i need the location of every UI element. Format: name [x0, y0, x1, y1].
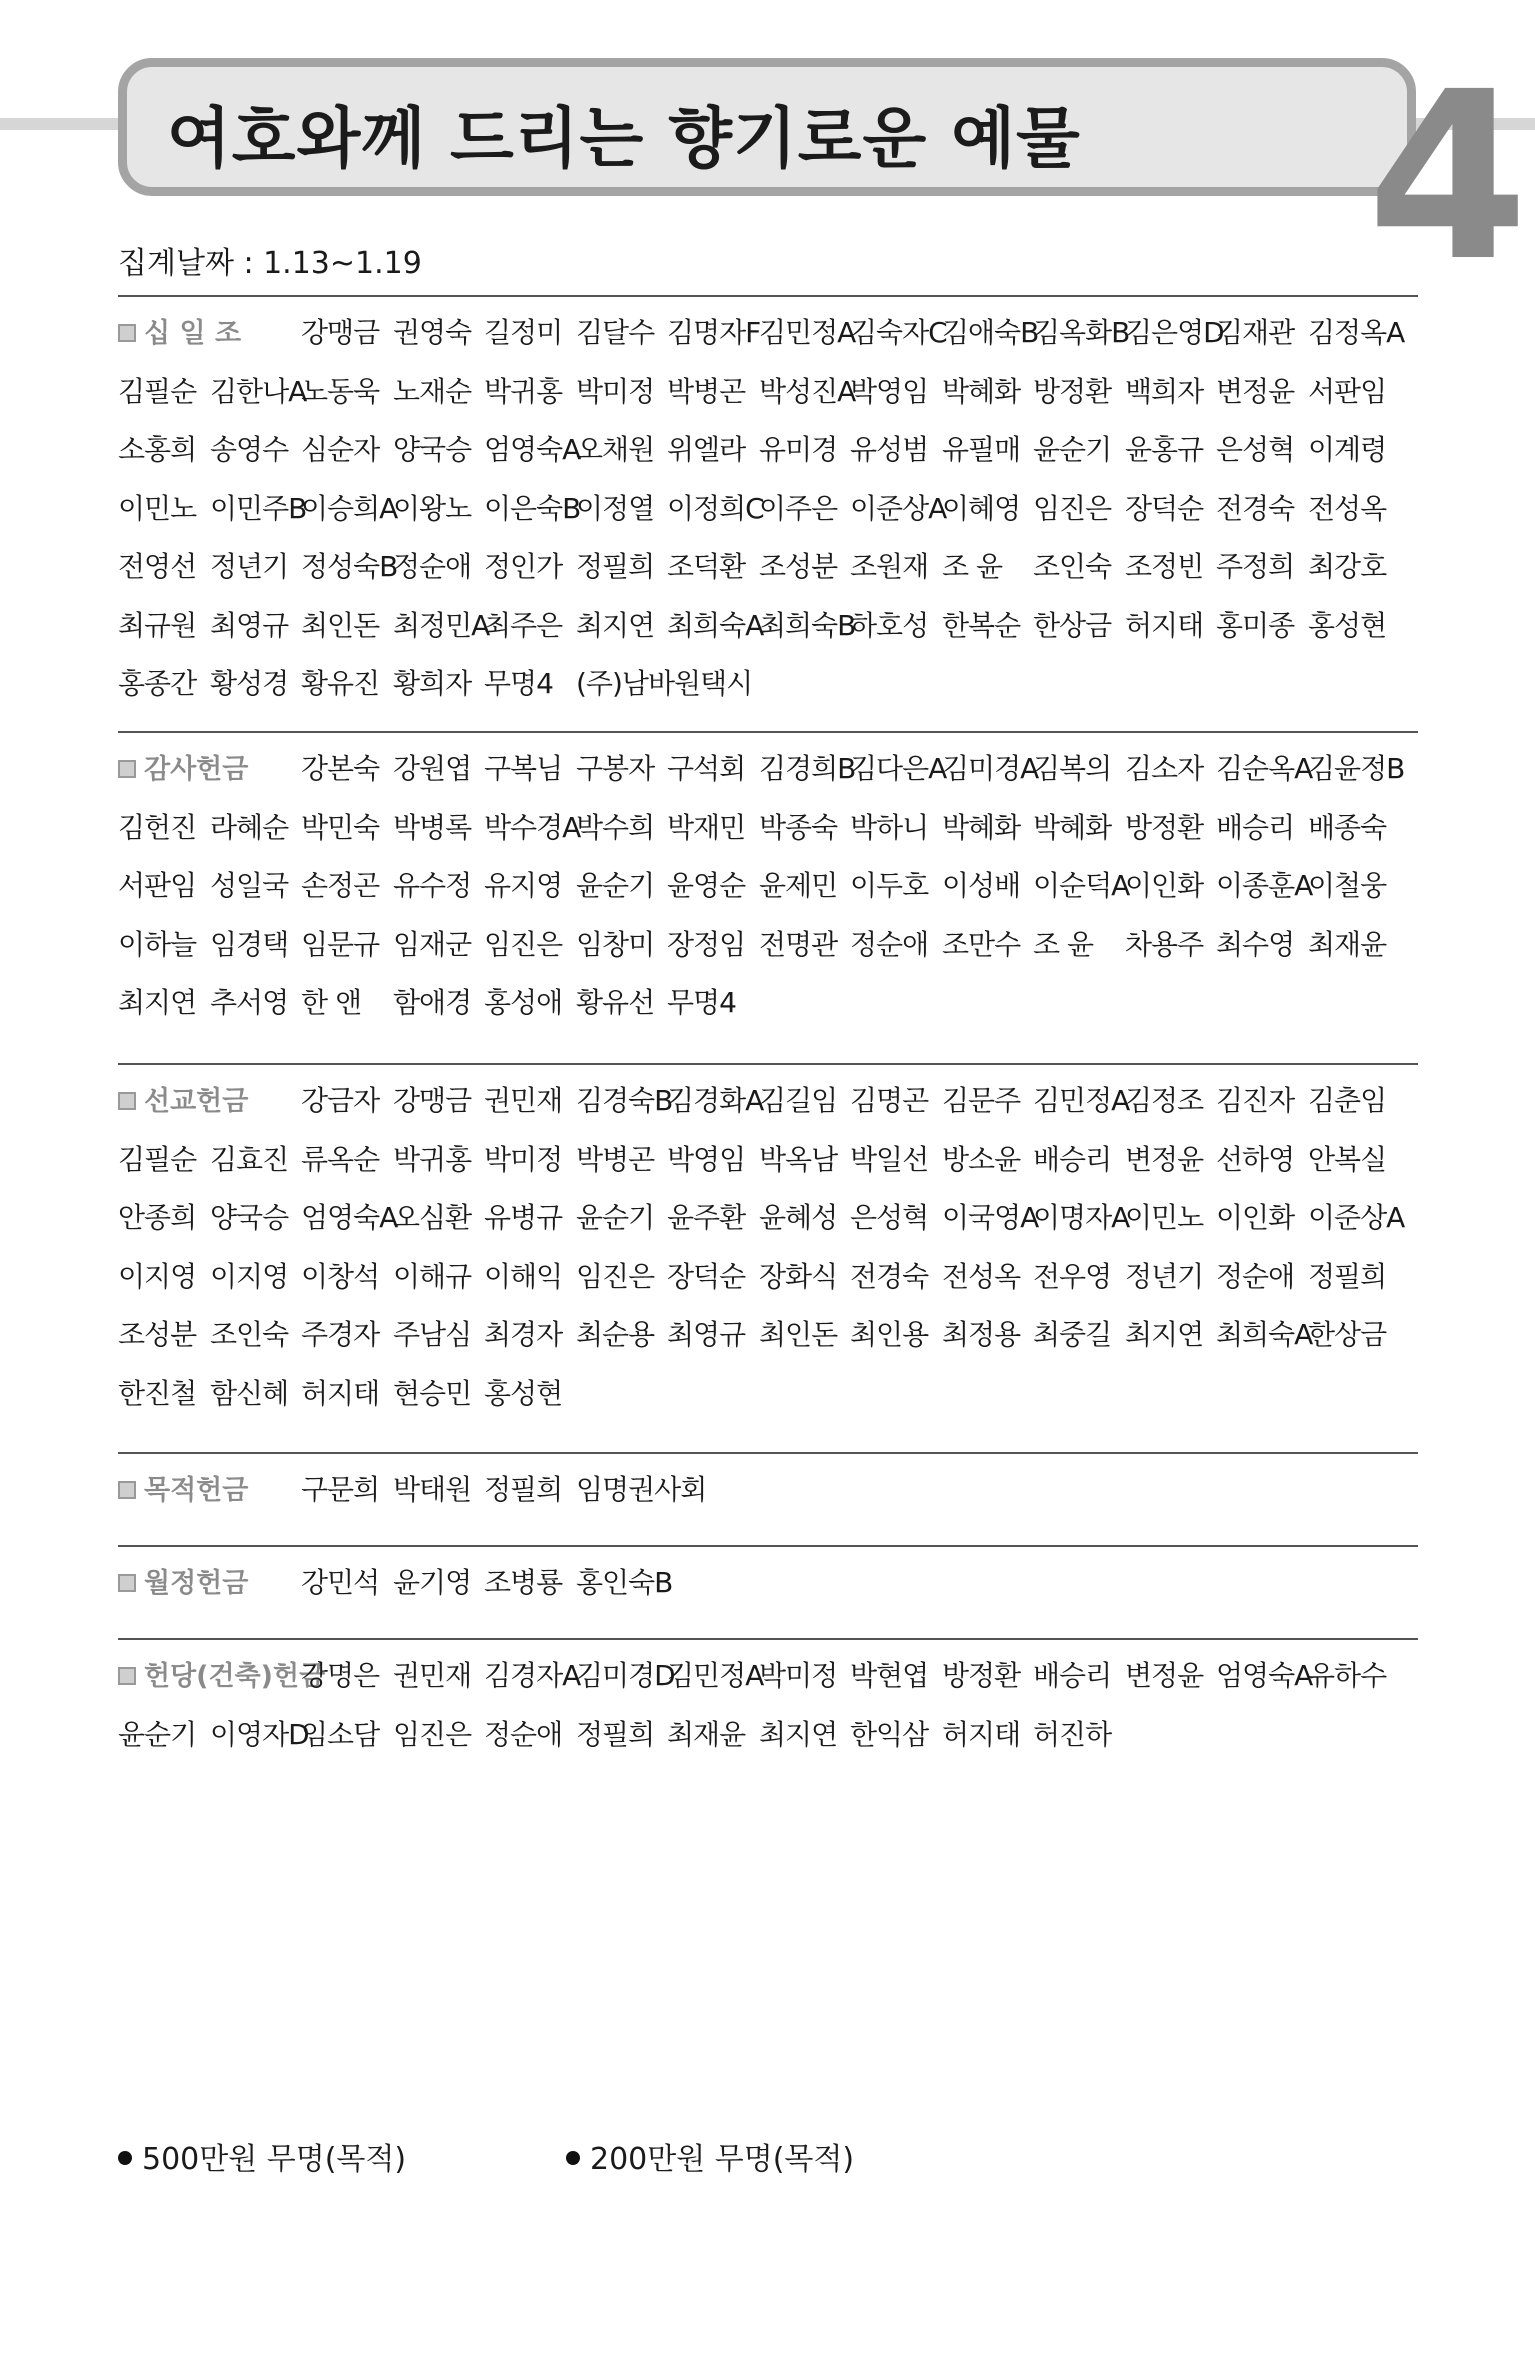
donor-name: 강원엽	[393, 752, 472, 785]
donor-name: 이민주B	[210, 491, 307, 525]
square-bullet-icon	[118, 760, 136, 778]
donor-name: 김애숙B	[942, 316, 1039, 349]
section	[118, 1638, 1418, 1751]
donor-name: 이해규	[393, 1259, 472, 1293]
donor-name: 이국영A	[942, 1201, 1039, 1234]
donor-name: 구석회	[667, 752, 746, 785]
donor-name: 허지태	[301, 1376, 380, 1410]
donor-name: 전경숙	[850, 1259, 929, 1293]
donor-name: 오채원	[576, 433, 655, 466]
donor-name: 이승희A	[301, 491, 398, 525]
donor-name: 무명4	[667, 986, 736, 1019]
donor-name: 김정옥A	[1308, 316, 1405, 349]
donor-name: 최경자	[484, 1318, 563, 1351]
donor-name: 정순애	[1216, 1259, 1295, 1293]
donor-name: 전영선	[118, 550, 197, 583]
donor-name: 윤기영	[393, 1566, 472, 1599]
donor-name: 허지태	[1125, 608, 1204, 642]
section-label: 십 일 조	[118, 311, 241, 350]
donor-name: 주남심	[393, 1318, 472, 1351]
donor-name: 이준상A	[850, 491, 947, 525]
donor-name: 이준상A	[1308, 1201, 1405, 1234]
donor-name: 라혜순	[210, 810, 289, 844]
donor-name: 최희숙A	[1216, 1318, 1313, 1351]
donor-name: 송영수	[210, 433, 289, 466]
donor-name: 박혜화	[942, 810, 1021, 844]
square-bullet-icon	[118, 324, 136, 342]
donor-name: 서판임	[1308, 374, 1387, 408]
section	[118, 295, 1418, 700]
donor-name: 이성배	[942, 869, 1021, 902]
donor-name: 조만수	[942, 927, 1021, 961]
donor-name: 이지영	[118, 1259, 197, 1293]
donor-name: 현승민	[393, 1376, 472, 1410]
donor-name: 하호성	[850, 608, 929, 642]
page-number: 4	[1367, 42, 1529, 312]
donor-name: 유수정	[393, 869, 472, 902]
donor-name: 박수희	[576, 810, 655, 844]
donor-name: 조 윤	[1033, 927, 1093, 961]
donor-name: 윤순기	[576, 869, 655, 902]
donor-name: 한익삼	[850, 1717, 929, 1751]
donor-name: 손정곤	[301, 869, 380, 902]
donor-name: 함신혜	[210, 1376, 289, 1410]
donor-name: 박현엽	[850, 1659, 929, 1692]
donor-name: 전경숙	[1216, 491, 1295, 525]
donor-name: 홍미종	[1216, 608, 1295, 642]
section	[118, 1545, 1418, 1599]
square-bullet-icon	[118, 1092, 136, 1110]
donor-name: 윤순기	[576, 1201, 655, 1234]
donor-name: 김문주	[942, 1084, 1021, 1117]
donor-name: 최지연	[759, 1717, 838, 1751]
donor-name: 이민노	[1125, 1201, 1204, 1234]
donor-name: 임진은	[576, 1259, 655, 1293]
donor-name: 양국승	[393, 433, 472, 466]
donor-name: 유지영	[484, 869, 563, 902]
donor-name: 황성경	[210, 667, 289, 700]
section-label: 선교헌금	[118, 1079, 248, 1118]
section	[118, 1452, 1418, 1506]
donor-name: 박수경A	[484, 810, 581, 844]
date-range: 집계날짜 : 1.13~1.19	[118, 246, 422, 281]
donor-name: 엄영숙A	[301, 1201, 398, 1234]
donor-name: 이영자D	[210, 1717, 309, 1751]
donor-name: 유미경	[759, 433, 838, 466]
donor-name: 임경택	[210, 927, 289, 961]
donor-name: 박하니	[850, 810, 929, 844]
donor-name: 이명자A	[1033, 1201, 1130, 1234]
donor-name: 조인숙	[210, 1318, 289, 1351]
bullet-note-2: 200만원 무명(목적)	[566, 2134, 854, 2178]
donor-name: 이주은	[759, 491, 838, 525]
donor-name: 최재윤	[1308, 927, 1387, 961]
donor-name: 전성옥	[1308, 491, 1387, 525]
donor-name: 이해익	[484, 1259, 563, 1293]
donor-name: 소홍희	[118, 433, 197, 466]
donor-name: 최주은	[484, 608, 563, 642]
donor-name: 김춘임	[1308, 1084, 1387, 1117]
donor-name: 위엘라	[667, 433, 746, 466]
donor-name: 최희숙A	[667, 608, 764, 642]
section-label: 월정헌금	[118, 1561, 248, 1600]
donor-name: 최순용	[576, 1318, 655, 1351]
donor-name: 강명은	[301, 1659, 380, 1692]
donor-name: 조병룡	[484, 1566, 563, 1599]
donor-name: 엄영숙A	[1216, 1659, 1313, 1692]
donor-name: 조성분	[759, 550, 838, 583]
donor-name: 방정환	[942, 1659, 1021, 1692]
donor-name: 김정조	[1125, 1084, 1204, 1117]
donor-name: 변정윤	[1125, 1142, 1204, 1176]
donor-name: 허진하	[1033, 1717, 1112, 1751]
donor-name: 은성혁	[1216, 433, 1295, 466]
donor-name: 노재순	[393, 374, 472, 408]
donor-name: 방소윤	[942, 1142, 1021, 1176]
donor-name: 한 앤	[301, 986, 361, 1019]
donor-name: 선하영	[1216, 1142, 1295, 1176]
donor-name: 정순애	[484, 1717, 563, 1751]
donor-name: 최인돈	[301, 608, 380, 642]
donor-name: 최영규	[667, 1318, 746, 1351]
donor-name: 황희자	[393, 667, 472, 700]
donor-name: 김헌진	[118, 810, 197, 844]
donor-name: 이정희C	[667, 491, 764, 525]
donor-name: 강금자	[301, 1084, 380, 1117]
donor-name: 최지연	[576, 608, 655, 642]
donor-name: 주경자	[301, 1318, 380, 1351]
donor-name: 이인화	[1125, 869, 1204, 902]
donor-name: 이종훈A	[1216, 869, 1313, 902]
donor-name: 정필희	[576, 550, 655, 583]
donor-name: 전명관	[759, 927, 838, 961]
bullet-note-1: 500만원 무명(목적)	[118, 2134, 406, 2178]
donor-name: 권민재	[484, 1084, 563, 1117]
donor-name: 김복의	[1033, 752, 1112, 785]
donor-name: 이창석	[301, 1259, 380, 1293]
donor-name: 주정희	[1216, 550, 1295, 583]
donor-name: 박종숙	[759, 810, 838, 844]
donor-name: 김미경D	[576, 1659, 675, 1692]
donor-name: 구복님	[484, 752, 563, 785]
donor-name: 김경화A	[667, 1084, 764, 1117]
donor-name: 최영규	[210, 608, 289, 642]
donor-name: 차용주	[1125, 927, 1204, 961]
donor-name: 임창미	[576, 927, 655, 961]
donor-name: 권민재	[393, 1659, 472, 1692]
donor-name: 박혜화	[942, 374, 1021, 408]
donor-name: 홍인숙B	[576, 1566, 673, 1599]
donor-name: 김효진	[210, 1142, 289, 1176]
donor-name: 김한나A	[210, 374, 307, 408]
donor-name: 박일선	[850, 1142, 929, 1176]
donor-name: 배승리	[1033, 1142, 1112, 1176]
donor-name: 무명4	[484, 667, 553, 700]
donor-name: 강본숙	[301, 752, 380, 785]
donor-name: 길정미	[484, 316, 563, 349]
donor-name: 박미정	[759, 1659, 838, 1692]
section	[118, 731, 1418, 1019]
donor-name: 배승리	[1216, 810, 1295, 844]
donor-name: 한진철	[118, 1376, 197, 1410]
donor-name: 박병곤	[667, 374, 746, 408]
donor-name: 강맹금	[393, 1084, 472, 1117]
donor-name: 최정용	[942, 1318, 1021, 1351]
donor-name: 황유선	[576, 986, 655, 1019]
donor-name: 홍성애	[484, 986, 563, 1019]
donor-name: 서판임	[118, 869, 197, 902]
section	[118, 1063, 1418, 1410]
donor-name: 엄영숙A	[484, 433, 581, 466]
donor-name: 김민정A	[1033, 1084, 1130, 1117]
donor-name: 정필희	[1308, 1259, 1387, 1293]
donor-name: 유성범	[850, 433, 929, 466]
donor-name: 홍종간	[118, 667, 197, 700]
donor-name: 전성옥	[942, 1259, 1021, 1293]
donor-name: 김은영D	[1125, 316, 1224, 349]
bullet-icon	[566, 2151, 580, 2165]
donor-name: 이정열	[576, 491, 655, 525]
square-bullet-icon	[118, 1667, 136, 1685]
donor-name: 이인화	[1216, 1201, 1295, 1234]
donor-name: 류옥순	[301, 1142, 380, 1176]
donor-name: 윤순기	[1033, 433, 1112, 466]
donor-name: 은성혁	[850, 1201, 929, 1234]
donor-name: 박옥남	[759, 1142, 838, 1176]
donor-name: 박태원	[393, 1473, 472, 1506]
donor-name: 조성분	[118, 1318, 197, 1351]
donor-name: 김명자F	[667, 316, 761, 349]
donor-name: 윤혜성	[759, 1201, 838, 1234]
donor-name: 박민숙	[301, 810, 380, 844]
donor-name: 박귀홍	[484, 374, 563, 408]
donor-name: 방정환	[1125, 810, 1204, 844]
donor-name: 조 윤	[942, 550, 1002, 583]
donor-name: 최인돈	[759, 1318, 838, 1351]
donor-name: 김순옥A	[1216, 752, 1313, 785]
donor-name: 김재관	[1216, 316, 1295, 349]
donor-name: 유필매	[942, 433, 1021, 466]
donor-name: 임소담	[301, 1717, 380, 1751]
donor-name: 정필희	[576, 1717, 655, 1751]
donor-name: 방정환	[1033, 374, 1112, 408]
section-label: 목적헌금	[118, 1468, 248, 1507]
donor-name: 안종희	[118, 1201, 197, 1234]
donor-name: 김윤정B	[1308, 752, 1405, 785]
donor-name: 홍성현	[1308, 608, 1387, 642]
donor-name: 최정민A	[393, 608, 490, 642]
donor-name: 구봉자	[576, 752, 655, 785]
donor-name: 추서영	[210, 986, 289, 1019]
donor-name: 박미정	[484, 1142, 563, 1176]
donor-name: 최지연	[118, 986, 197, 1019]
donor-name: 장화식	[759, 1259, 838, 1293]
donor-name: 성일국	[210, 869, 289, 902]
donor-name: 이왕노	[393, 491, 472, 525]
donor-name: 최중길	[1033, 1318, 1112, 1351]
donor-name: 박병록	[393, 810, 472, 844]
donor-name: 이두호	[850, 869, 929, 902]
donor-name: 김미경A	[942, 752, 1039, 785]
donor-name: 이계령	[1308, 433, 1387, 466]
donor-name: 정인가	[484, 550, 563, 583]
donor-name: 김다은A	[850, 752, 947, 785]
donor-name: 허지태	[942, 1717, 1021, 1751]
donor-name: 이지영	[210, 1259, 289, 1293]
donor-name: 함애경	[393, 986, 472, 1019]
donor-name: 김민정A	[759, 316, 856, 349]
square-bullet-icon	[118, 1481, 136, 1499]
donor-name: 황유진	[301, 667, 380, 700]
donor-name: 이은숙B	[484, 491, 581, 525]
donor-name: 이민노	[118, 491, 197, 525]
section-label: 헌당(건축)헌금	[118, 1654, 325, 1693]
donor-name: 김명곤	[850, 1084, 929, 1117]
donor-name: 장덕순	[1125, 491, 1204, 525]
donor-name: 조인숙	[1033, 550, 1112, 583]
donor-name: 정년기	[1125, 1259, 1204, 1293]
donor-name: 한상금	[1308, 1318, 1387, 1351]
donor-name: 정년기	[210, 550, 289, 583]
donor-name: 장정임	[667, 927, 746, 961]
donor-name: 변정윤	[1125, 1659, 1204, 1692]
section-label: 감사헌금	[118, 747, 248, 786]
donor-name: 유병규	[484, 1201, 563, 1234]
donor-name: 이철웅	[1308, 869, 1387, 902]
bullet-icon	[118, 2151, 132, 2165]
donor-name: 김숙자C	[850, 316, 947, 349]
donor-name: 최재윤	[667, 1717, 746, 1751]
donor-name: 정순애	[850, 927, 929, 961]
donor-name: 최수영	[1216, 927, 1295, 961]
donor-name: 윤영순	[667, 869, 746, 902]
donor-name: 정성숙B	[301, 550, 398, 583]
donor-name: 권영숙	[393, 316, 472, 349]
donor-name: 장덕순	[667, 1259, 746, 1293]
donor-name: 심순자	[301, 433, 380, 466]
donor-name: 윤제민	[759, 869, 838, 902]
donor-name: 임재군	[393, 927, 472, 961]
donor-name: 임명권사회	[576, 1473, 707, 1506]
donor-name: 김필순	[118, 374, 197, 408]
donor-name: 최강호	[1308, 550, 1387, 583]
donor-name: (주)남바원택시	[576, 667, 753, 700]
donor-name: 임진은	[393, 1717, 472, 1751]
donor-name: 이순덕A	[1033, 869, 1130, 902]
donor-name: 김옥화B	[1033, 316, 1130, 349]
donor-name: 전우영	[1033, 1259, 1112, 1293]
donor-name: 노동욱	[301, 374, 380, 408]
donor-name: 박혜화	[1033, 810, 1112, 844]
donor-name: 윤홍규	[1125, 433, 1204, 466]
donor-name: 박미정	[576, 374, 655, 408]
donor-name: 안복실	[1308, 1142, 1387, 1176]
donor-name: 양국승	[210, 1201, 289, 1234]
donor-name: 정순애	[393, 550, 472, 583]
donor-name: 한복순	[942, 608, 1021, 642]
donor-name: 김경숙B	[576, 1084, 673, 1117]
donor-name: 김달수	[576, 316, 655, 349]
donor-name: 김필순	[118, 1142, 197, 1176]
donor-name: 김소자	[1125, 752, 1204, 785]
donor-name: 이혜영	[942, 491, 1021, 525]
donor-name: 윤주환	[667, 1201, 746, 1234]
donor-name: 오심환	[393, 1201, 472, 1234]
donor-name: 유하수	[1308, 1659, 1387, 1692]
donor-name: 임진은	[484, 927, 563, 961]
donor-name: 김경희B	[759, 752, 856, 785]
donor-name: 조정빈	[1125, 550, 1204, 583]
donor-name: 박영임	[667, 1142, 746, 1176]
donor-name: 김경자A	[484, 1659, 581, 1692]
donor-name: 김민정A	[667, 1659, 764, 1692]
donor-name: 강민석	[301, 1566, 380, 1599]
donor-name: 변정윤	[1216, 374, 1295, 408]
donor-name: 임문규	[301, 927, 380, 961]
donor-name: 최인용	[850, 1318, 929, 1351]
donor-name: 한상금	[1033, 608, 1112, 642]
donor-name: 윤순기	[118, 1717, 197, 1751]
donor-name: 최규원	[118, 608, 197, 642]
donor-name: 강맹금	[301, 316, 380, 349]
donor-name: 김진자	[1216, 1084, 1295, 1117]
square-bullet-icon	[118, 1574, 136, 1592]
donor-name: 조원재	[850, 550, 929, 583]
donor-name: 박귀홍	[393, 1142, 472, 1176]
donor-name: 홍성현	[484, 1376, 563, 1410]
donor-name: 최지연	[1125, 1318, 1204, 1351]
donor-name: 박재민	[667, 810, 746, 844]
donor-name: 최희숙B	[759, 608, 856, 642]
donor-name: 배종숙	[1308, 810, 1387, 844]
donor-name: 이하늘	[118, 927, 197, 961]
donor-name: 구문희	[301, 1473, 380, 1506]
donor-name: 박성진A	[759, 374, 856, 408]
donor-name: 박병곤	[576, 1142, 655, 1176]
donor-name: 임진은	[1033, 491, 1112, 525]
donor-name: 백희자	[1125, 374, 1204, 408]
donor-name: 박영임	[850, 374, 929, 408]
donor-name: 배승리	[1033, 1659, 1112, 1692]
donor-name: 김길임	[759, 1084, 838, 1117]
donor-name: 조덕환	[667, 550, 746, 583]
donor-name: 정필희	[484, 1473, 563, 1506]
page-title: 여호와께 드리는 향기로운 예물	[167, 100, 1081, 177]
